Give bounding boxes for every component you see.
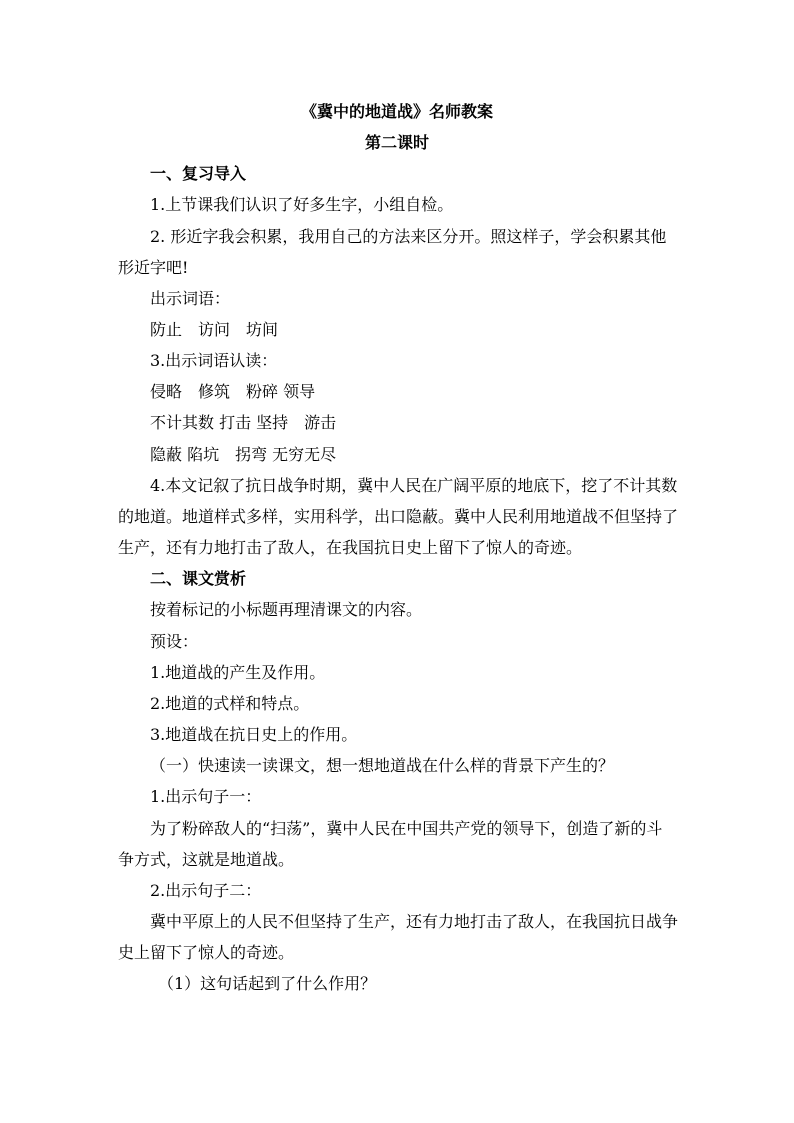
section-heading-review: 一、复习导入 (150, 164, 247, 183)
paragraph-line: 1.地道战的产生及作用。 (150, 663, 326, 682)
paragraph-line: 争方式，这就是地道战。 (118, 850, 295, 869)
paragraph-line: 2.出示句子二： (150, 881, 262, 900)
paragraph-line: 2. 形近字我会积累，我用自己的方法来区分开。照这样子，学会积累其他 (150, 227, 667, 246)
section-heading-appreciation: 二、课文赏析 (150, 569, 247, 588)
paragraph-line: （一）快速读一读课文，想一想地道战在什么样的背景下产生的？ (150, 756, 615, 775)
paragraph-line: 史上留下了惊人的奇迹。 (118, 943, 295, 962)
document-subtitle: 第二课时 (364, 133, 429, 152)
paragraph-line: 冀中平原上的人民不但坚持了生产，还有力地打击了敌人，在我国抗日战争 (150, 912, 679, 931)
paragraph-line: 3.出示词语认读： (150, 351, 278, 370)
paragraph-line: 按着标记的小标题再理清课文的内容。 (150, 600, 423, 619)
paragraph-line: 4.本文记叙了抗日战争时期，冀中人民在广阔平原的地底下，挖了不计其数 (150, 476, 678, 495)
paragraph-line: 2.地道的式样和特点。 (150, 694, 310, 713)
paragraph-line: 3.地道战在抗日史上的作用。 (150, 725, 358, 744)
paragraph-line: 1.上节课我们认识了好多生字，小组自检。 (150, 195, 454, 214)
paragraph-line: 1.出示句子一： (150, 787, 262, 806)
paragraph-line: 生产，还有力地打击了敌人，在我国抗日史上留下了惊人的奇迹。 (118, 538, 583, 557)
word-list-line: 侵略 修筑 粉碎 领导 (150, 382, 316, 401)
paragraph-line: 预设： (150, 632, 199, 651)
document-title: 《冀中的地道战》名师教案 (300, 102, 493, 121)
paragraph-line: 的地道。地道样式多样，实用科学，出口隐蔽。冀中人民利用地道战不但坚持了 (118, 507, 679, 526)
paragraph-line: 形近字吧! (118, 258, 189, 277)
paragraph-line: 出示词语： (150, 289, 231, 308)
word-list-line: 不计其数 打击 坚持 游击 (150, 413, 337, 432)
paragraph-line: （1）这句话起到了什么作用？ (158, 974, 377, 993)
word-list-line: 防止 访问 坊间 (150, 320, 279, 339)
paragraph-line: 为了粉碎敌人的“扫荡”，冀中人民在中国共产党的领导下，创造了新的斗 (150, 819, 663, 838)
word-list-line: 隐蔽 陷坑 拐弯 无穷无尽 (150, 445, 337, 464)
